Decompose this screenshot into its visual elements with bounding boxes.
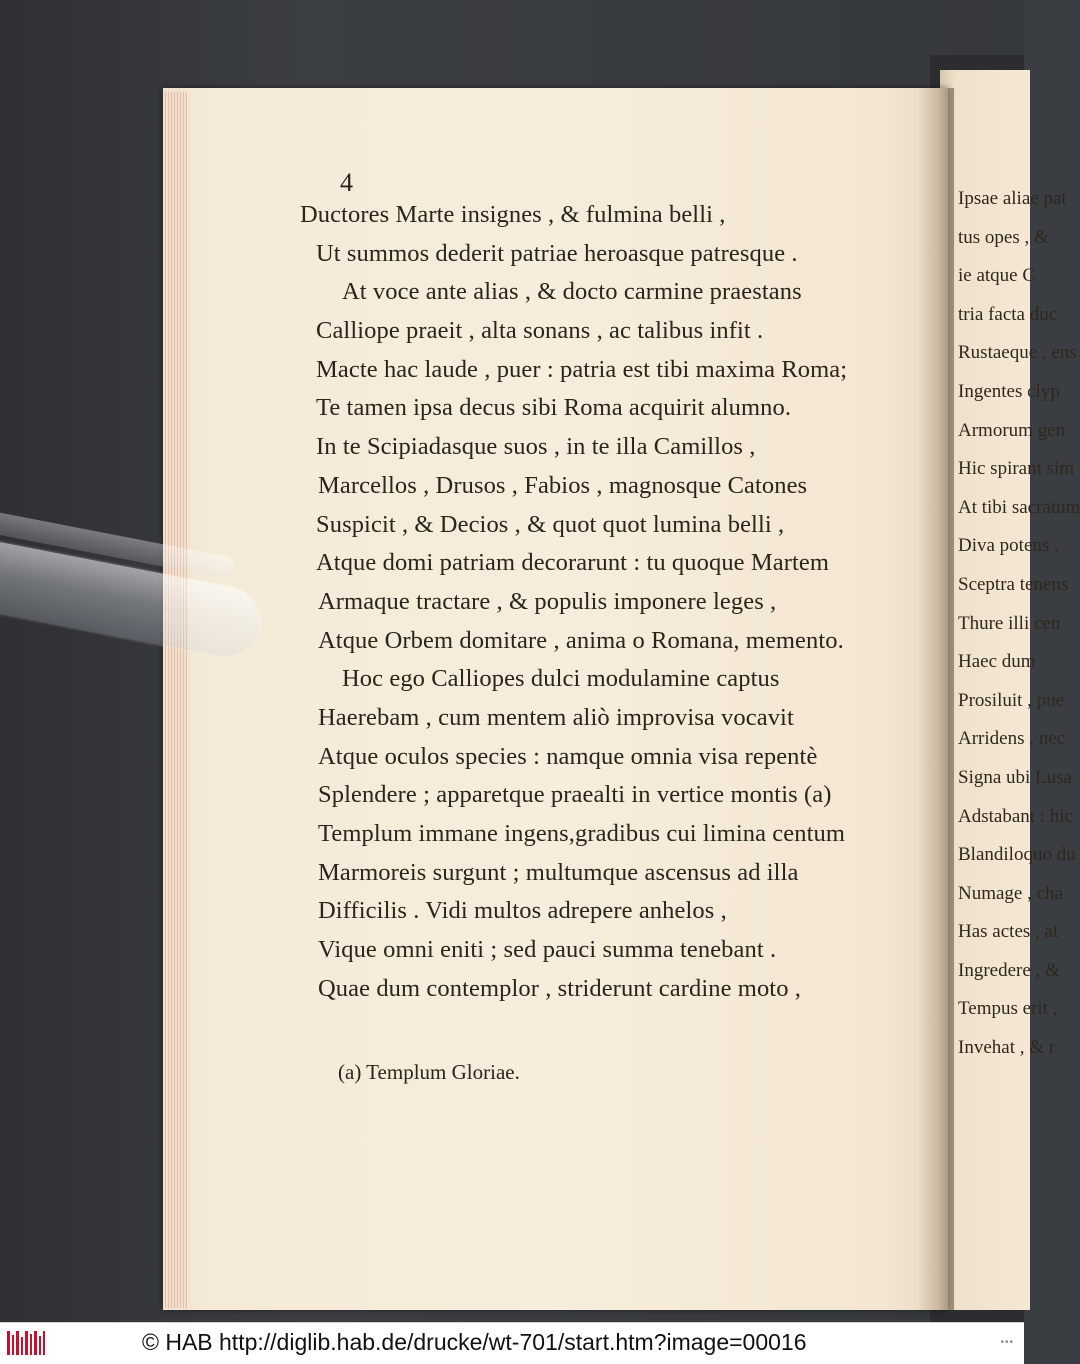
facing-line: Haec dum xyxy=(958,651,1036,673)
facing-line: Arridens , nec xyxy=(958,728,1066,750)
hab-logo-icon xyxy=(6,1329,46,1357)
verse-line: Hoc ego Calliopes dulci modulamine captus xyxy=(342,665,780,693)
verse-line: Templum immane ingens,gradibus cui limina centum xyxy=(318,820,846,847)
facing-line: Ingredere , & xyxy=(958,959,1060,981)
facing-line: ie atque C xyxy=(958,265,1036,287)
facing-line: Has actes , at xyxy=(958,921,1059,943)
verse-line: Marmoreis surgunt ; multumque ascensus ad illa xyxy=(318,858,799,886)
facing-line: Sceptra tenens xyxy=(958,573,1069,595)
facing-line: Numage , cha xyxy=(958,882,1063,904)
copyright-url[interactable]: © HAB http://diglib.hab.de/drucke/wt-701/start.htm?image=00016 xyxy=(142,1329,807,1355)
verse-line: Suspicit , & Decios , & quot quot lumina belli , xyxy=(316,510,785,538)
facing-line: Blandiloquo du xyxy=(958,844,1076,866)
book-gutter xyxy=(918,88,954,1310)
verse-line: Marcellos , Drusos , Fabios , magnosque Catones xyxy=(318,471,808,499)
verse-line: Quae dum contemplor , striderunt cardine moto , xyxy=(318,974,801,1002)
verse-line: Difficilis . Vidi multos adrepere anhelos , xyxy=(318,897,727,925)
verse-line: In te Scipiadasque suos , in te illa Camillos , xyxy=(316,433,756,461)
verse-line: Macte hac laude , puer : patria est tibi maxima Roma; xyxy=(316,355,848,383)
verse-line: Atque Orbem domitare , anima o Romana, memento. xyxy=(318,626,844,654)
verse-line: Te tamen ipsa decus sibi Roma acquirit alumno. xyxy=(316,394,792,422)
facing-line: Hic spirant sim xyxy=(958,458,1075,480)
page-edge-stack xyxy=(163,92,187,1308)
verse-line: Ductores Marte insignes , & fulmina belli , xyxy=(300,201,726,228)
footer-bar xyxy=(0,1322,1024,1364)
verse-line: Calliope praeit , alta sonans , ac talibus infit . xyxy=(316,317,764,345)
facing-line: At tibi sacratum xyxy=(958,496,1080,518)
verse-line: Atque domi patriam decorarunt : tu quoque Martem xyxy=(316,549,830,577)
facing-line: Ingentes clyp xyxy=(958,380,1060,402)
verse-block xyxy=(300,196,900,1008)
page-number: 4 xyxy=(340,168,353,197)
verse-line: Atque oculos species : namque omnia visa repentè xyxy=(318,742,818,770)
facing-page-text xyxy=(958,180,1080,1068)
verse-line: Haerebam , cum mentem aliò improvisa vocavit xyxy=(318,703,794,731)
facing-line: Thure illi cen xyxy=(958,612,1061,634)
facing-line: Prosiluit , pue xyxy=(958,689,1065,711)
facing-line: Diva potens , xyxy=(958,535,1059,557)
facing-line: Rustaeque , ens xyxy=(958,342,1077,364)
verse-line: Splendere ; apparetque praealti in vertice montis (a) xyxy=(318,781,832,809)
verse-line: Vique omni eniti ; sed pauci summa tenebant . xyxy=(318,936,777,964)
facing-line: tria facta duc xyxy=(958,303,1058,325)
facing-line: Invehat , & r xyxy=(958,1037,1056,1059)
verse-line: Armaque tractare , & populis imponere leges , xyxy=(318,587,777,615)
facing-line: Armorum gen xyxy=(958,419,1066,441)
facing-line: Tempus erit , xyxy=(958,998,1058,1020)
footnote: (a) Templum Gloriae. xyxy=(338,1060,520,1084)
verse-line: At voce ante alias , & docto carmine praestans xyxy=(342,278,802,306)
facing-line: tus opes , & xyxy=(958,226,1049,248)
facing-line: Adstabant : hic xyxy=(958,805,1074,827)
footer-dots: ••• xyxy=(1000,1337,1014,1348)
verse-line: Ut summos dederit patriae heroasque patresque . xyxy=(316,239,798,267)
facing-line: Signa ubi Lusa xyxy=(958,766,1072,788)
facing-line: Ipsae aliae pat xyxy=(958,188,1067,209)
